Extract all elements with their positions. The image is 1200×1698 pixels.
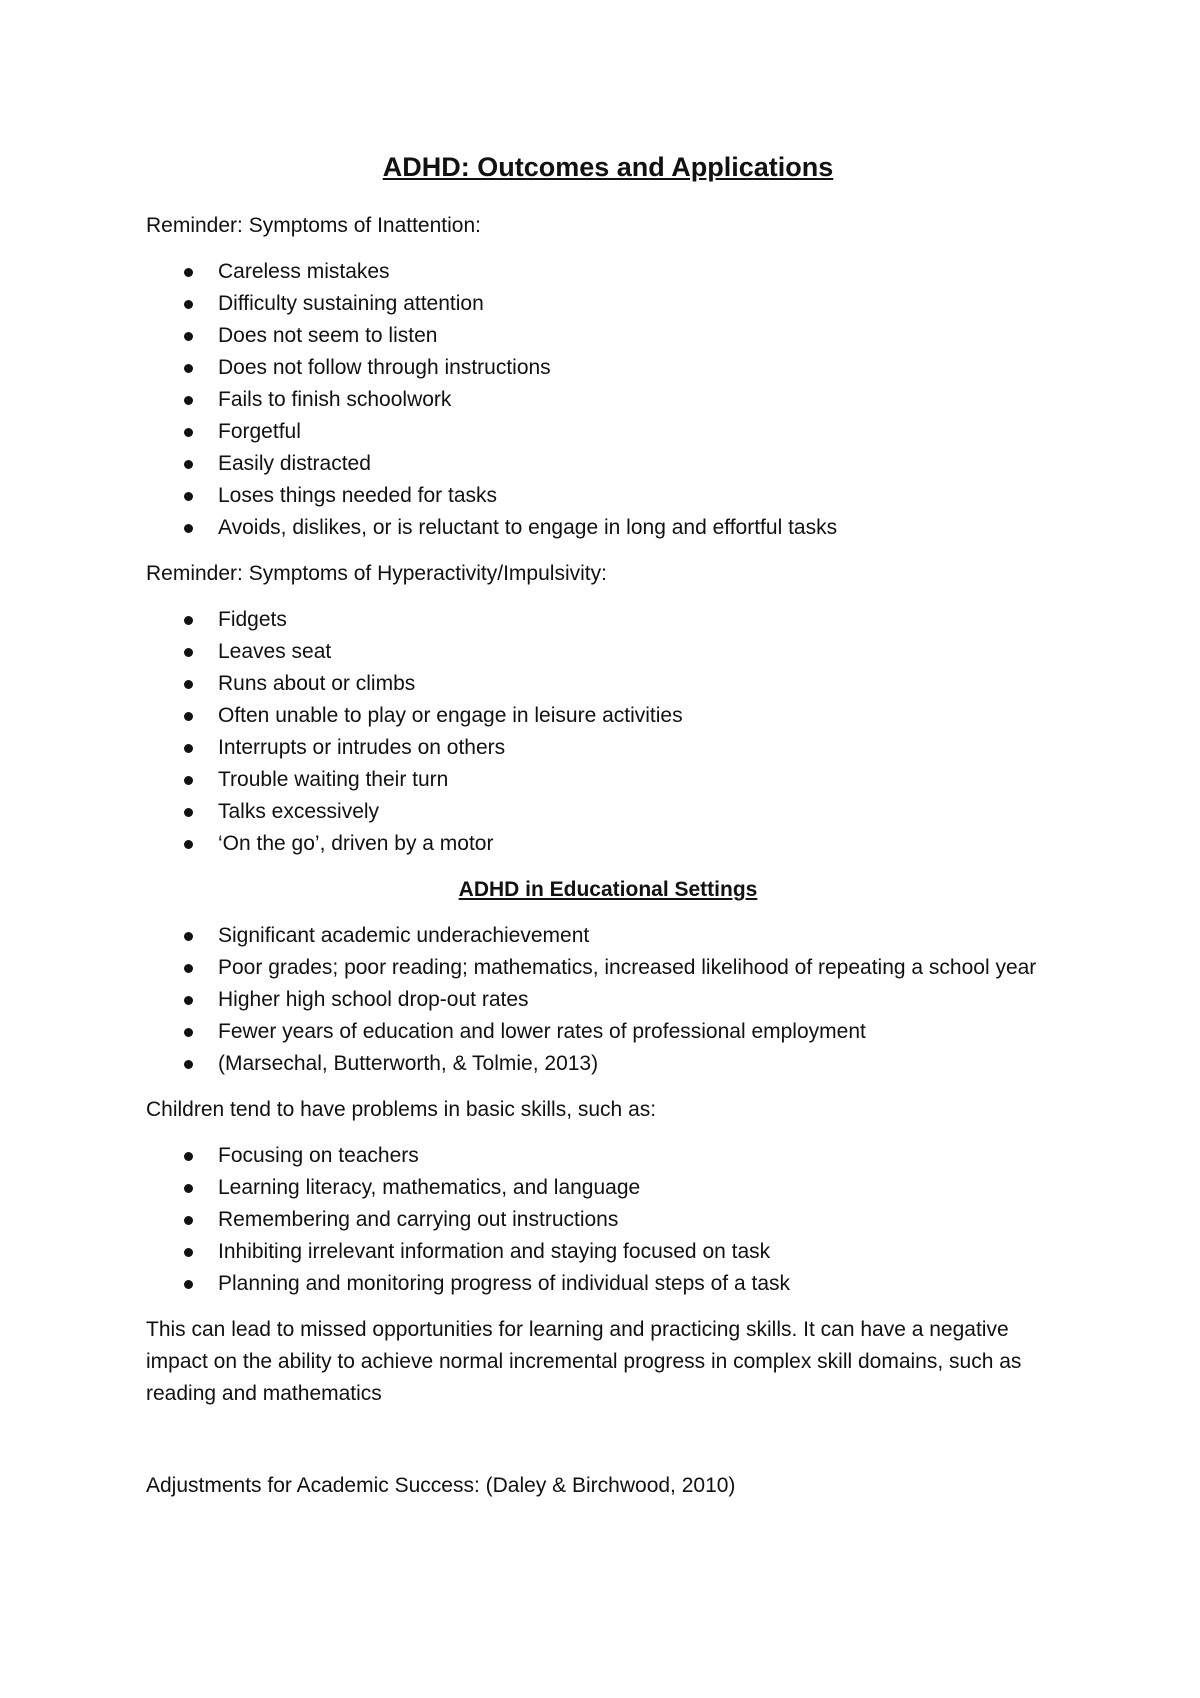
bullet-icon [184,776,193,785]
education-heading: ADHD in Educational Settings [458,878,758,901]
bullet-icon [184,1216,193,1225]
bullet-icon [184,492,193,501]
list-item [146,1172,1070,1204]
list-item-text: Poor grades; poor reading; mathematics, increased likelihood of repeating a school year [218,956,1037,979]
skills-list [146,1140,1070,1300]
list-item-text: Focusing on teachers [218,1144,419,1167]
adjustments-line: Adjustments for Academic Success: (Daley & Birchwood, 2010) [146,1474,736,1497]
page-title: ADHD: Outcomes and Applications [382,152,834,182]
hyperactivity-list [146,604,1070,860]
list-item [146,1140,1070,1172]
bullet-icon [184,524,193,533]
list-item [146,668,1070,700]
bullet-icon [184,1184,193,1193]
list-item [146,1048,1070,1080]
bullet-icon [184,996,193,1005]
list-item-text: Trouble waiting their turn [218,768,449,791]
list-item [146,288,1070,320]
bullet-icon [184,840,193,849]
list-item [146,256,1070,288]
bullet-icon [184,396,193,405]
list-item-text: Higher high school drop-out rates [218,988,529,1011]
bullet-icon [184,428,193,437]
list-item-text: Does not seem to listen [218,324,438,347]
list-item-text: Fails to finish schoolwork [218,388,452,411]
list-item-text: Avoids, dislikes, or is reluctant to engage in long and effortful tasks [218,516,838,539]
bullet-icon [184,680,193,689]
bullet-icon [184,1028,193,1037]
list-item [146,384,1070,416]
list-item [146,1236,1070,1268]
list-item-text: Difficulty sustaining attention [218,292,484,315]
bullet-icon [184,1248,193,1257]
skills-intro: Children tend to have problems in basic skills, such as: [146,1098,657,1121]
list-item [146,732,1070,764]
bullet-icon [184,300,193,309]
bullet-icon [184,364,193,373]
hyperactivity-intro: Reminder: Symptoms of Hyperactivity/Impulsivity: [146,562,607,585]
bullet-icon [184,1060,193,1069]
list-item [146,416,1070,448]
list-item-text: Remembering and carrying out instructions [218,1208,619,1231]
list-item [146,480,1070,512]
list-item-text: Runs about or climbs [218,672,416,695]
list-item-text: (Marsechal, Butterworth, & Tolmie, 2013) [218,1052,599,1075]
bullet-icon [184,712,193,721]
bullet-icon [184,616,193,625]
impact-paragraph: This can lead to missed opportunities for learning and practicing skills. It can have a negative impact on the ability to achieve normal incremental progress in complex skill domains, such as reading and mathematics [146,1318,1022,1405]
list-item [146,984,1070,1016]
bullet-icon [184,964,193,973]
list-item [146,796,1070,828]
list-item [146,1016,1070,1048]
list-item [146,764,1070,796]
list-item-text: Easily distracted [218,452,371,475]
list-item-text: Significant academic underachievement [218,924,590,947]
list-item-text: Does not follow through instructions [218,356,551,379]
list-item [146,448,1070,480]
inattention-intro: Reminder: Symptoms of Inattention: [146,214,481,237]
bullet-icon [184,1280,193,1289]
list-item-text: ‘On the go’, driven by a motor [218,832,494,855]
list-item [146,512,1070,544]
bullet-icon [184,808,193,817]
list-item-text: Inhibiting irrelevant information and staying focused on task [218,1240,771,1263]
bullet-icon [184,1152,193,1161]
bullet-icon [184,744,193,753]
bullet-icon [184,932,193,941]
list-item [146,320,1070,352]
inattention-list [146,256,1070,544]
list-item-text: Fidgets [218,608,287,631]
list-item-text: Fewer years of education and lower rates of professional employment [218,1020,866,1043]
list-item [146,700,1070,732]
list-item [146,828,1070,860]
list-item [146,1204,1070,1236]
list-item-text: Planning and monitoring progress of individual steps of a task [218,1272,791,1295]
list-item-text: Learning literacy, mathematics, and language [218,1176,641,1199]
list-item [146,920,1070,952]
bullet-icon [184,268,193,277]
list-item-text: Often unable to play or engage in leisure activities [218,704,683,727]
list-item-text: Careless mistakes [218,260,390,283]
bullet-icon [184,460,193,469]
list-item-text: Interrupts or intrudes on others [218,736,506,759]
list-item-text: Leaves seat [218,640,332,663]
list-item [146,604,1070,636]
list-item [146,352,1070,384]
bullet-icon [184,332,193,341]
education-list [146,920,1070,1080]
list-item-text: Talks excessively [218,800,380,823]
list-item [146,636,1070,668]
list-item-text: Loses things needed for tasks [218,484,498,507]
list-item [146,1268,1070,1300]
spacer [146,1424,1070,1470]
list-item-text: Forgetful [218,420,301,443]
bullet-icon [184,648,193,657]
list-item [146,952,1070,984]
